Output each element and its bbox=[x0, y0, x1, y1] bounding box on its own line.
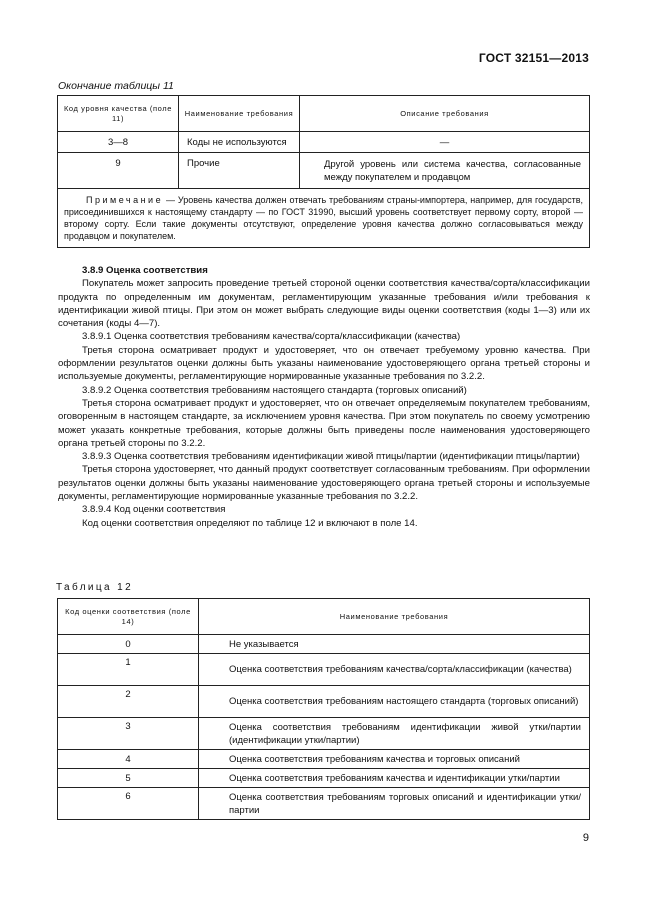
section-body bbox=[58, 264, 590, 530]
table-row bbox=[58, 635, 590, 654]
table-row bbox=[58, 132, 590, 153]
table-row bbox=[58, 750, 590, 769]
table-header-row bbox=[58, 599, 590, 635]
table-11 bbox=[57, 95, 590, 248]
column-header-desc: Описание требования bbox=[300, 96, 590, 132]
cell-code: 9 bbox=[58, 153, 179, 189]
cell-code: 2 bbox=[58, 686, 199, 718]
cell-name: Оценка соответствия требованиям идентификации живой утки/партии (идентификации утки/партии) bbox=[199, 718, 590, 750]
page-number: 9 bbox=[582, 832, 589, 844]
subsection-title: 3.8.9.1 Оценка соответствия требованиям качества/сорта/классификации (качества) bbox=[82, 331, 461, 343]
cell-desc: Другой уровень или система качества, согласованные между покупателем и продавцом bbox=[300, 153, 590, 189]
cell-name: Прочие bbox=[179, 153, 300, 189]
note-label: Примечание bbox=[86, 195, 164, 205]
cell-code: 1 bbox=[58, 654, 199, 686]
paragraph: Третья сторона удостоверяет, что данный продукт соответствует согласованным требованиям. При оформлении результатов оценки должны быть указаны наименование удостоверяющего органа третьей стороны и используемые документы, регламентирующие нормированные указанные требования по 3.2.2. bbox=[58, 464, 590, 503]
standard-code: ГОСТ 32151—2013 bbox=[478, 51, 589, 65]
subsection-title: 3.8.9.2 Оценка соответствия требованиям настоящего стандарта (торговых описаний) bbox=[82, 384, 467, 396]
column-header-name: Наименование требования bbox=[179, 96, 300, 132]
note-text: — Уровень качества должен отвечать требованиям страны-импортера, например, для государств, присоединившихся к настоящему стандарту — по ГОСТ 31990, высший уровень соответствует первому сорту, второй — второму сорту. Если такие документы отсутствуют, определение уровня качества должно согласовываться между продавцом и покупателем. bbox=[64, 195, 583, 241]
table-note bbox=[58, 189, 590, 248]
table-row bbox=[58, 686, 590, 718]
cell-desc: — bbox=[300, 132, 590, 153]
table-row bbox=[58, 769, 590, 788]
cell-code: 3—8 bbox=[58, 132, 179, 153]
section-heading: 3.8.9 Оценка соответствия bbox=[82, 265, 208, 276]
cell-code: 6 bbox=[58, 788, 199, 820]
table12-caption: Таблица 12 bbox=[56, 582, 134, 593]
table11-caption: Окончание таблицы 11 bbox=[58, 80, 174, 92]
cell-name: Оценка соответствия требованиям качества и идентификации утки/партии bbox=[199, 769, 590, 788]
cell-name: Коды не используются bbox=[179, 132, 300, 153]
table-row bbox=[58, 718, 590, 750]
subsection-title: 3.8.9.3 Оценка соответствия требованиям идентификации живой птицы/партии (идентификации птицы/партии) bbox=[82, 451, 580, 463]
paragraph: Третья сторона осматривает продукт и удостоверяет, что он отвечает требуемому уровню качества. При оформлении результатов оценки должны быть указаны наименование удостоверяющего органа третьей стороны и используемые документы, регламентирующие нормированные указанные требования по 3.2.2. bbox=[58, 344, 590, 383]
cell-name: Оценка соответствия требованиям качества/сорта/классификации (качества) bbox=[199, 654, 590, 686]
cell-name: Оценка соответствия требованиям торговых описаний и идентификации утки/партии bbox=[199, 788, 590, 820]
paragraph: Третья сторона осматривает продукт и удостоверяет, что он отвечает определяемым покупателем требованиям, оговоренным в настоящем стандарте, за исключением уровня качества. При этом покупатель по своему усмотрению может указать конкретные требования, которые должны быть приведены после наименования удостоверяющего органа третьей стороны по 3.2.2. bbox=[58, 397, 590, 449]
column-header-code: Код оценки соответствия (поле 14) bbox=[58, 599, 199, 635]
table-12 bbox=[57, 598, 590, 820]
cell-code: 4 bbox=[58, 750, 199, 769]
cell-code: 5 bbox=[58, 769, 199, 788]
paragraph: Покупатель может запросить проведение третьей стороной оценки соответствия качества/сорта/классификации продукта по определенным им документам, регламентирующим указанные требования и/или требования к идентификации живой птицы. При этом он может выбрать следующие виды оценки соответствия (коды 1—3) или их сочетания (коды 4—7). bbox=[58, 278, 590, 330]
table-row bbox=[58, 654, 590, 686]
cell-code: 0 bbox=[58, 635, 199, 654]
cell-name: Оценка соответствия требованиям настоящего стандарта (торговых описаний) bbox=[199, 686, 590, 718]
cell-name: Не указывается bbox=[199, 635, 590, 654]
column-header-name: Наименование требования bbox=[199, 599, 590, 635]
table-header-row bbox=[58, 96, 590, 132]
subsection-title: 3.8.9.4 Код оценки соответствия bbox=[82, 504, 226, 516]
note-row bbox=[58, 189, 590, 248]
cell-code: 3 bbox=[58, 718, 199, 750]
table-row bbox=[58, 153, 590, 189]
column-header-code: Код уровня качества (поле 11) bbox=[58, 96, 179, 132]
table-row bbox=[58, 788, 590, 820]
cell-name: Оценка соответствия требованиям качества и торговых описаний bbox=[199, 750, 590, 769]
paragraph: Код оценки соответствия определяют по таблице 12 и включают в поле 14. bbox=[82, 517, 418, 529]
